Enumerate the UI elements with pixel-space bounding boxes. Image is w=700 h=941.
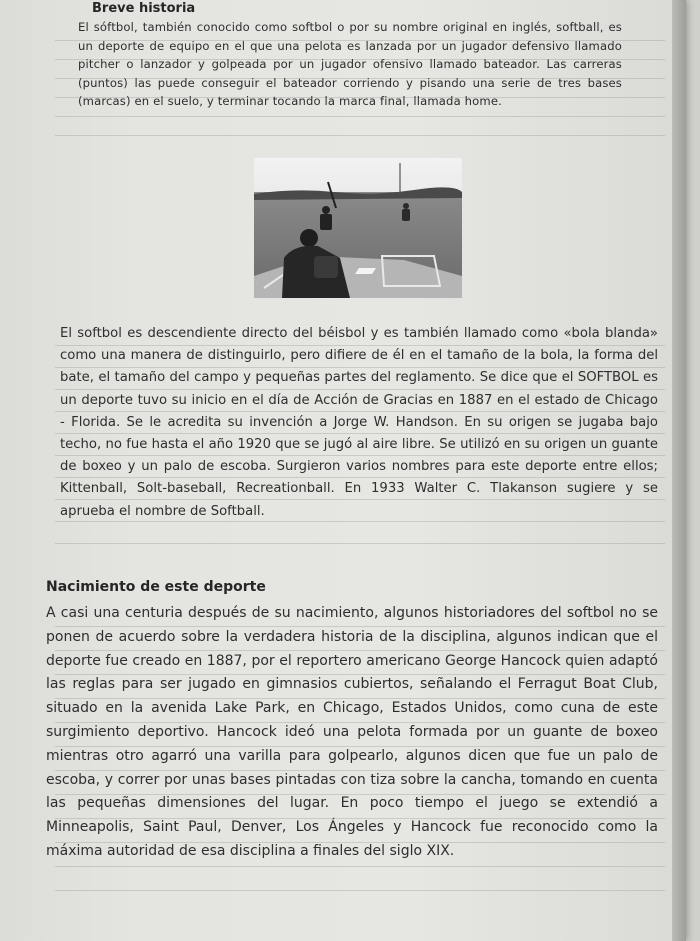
section-title-breve-historia: Breve historia [92, 1, 196, 16]
ruled-line [55, 866, 665, 867]
softball-photo [254, 158, 462, 298]
ruled-line [55, 890, 665, 891]
page-edge [672, 0, 686, 941]
ruled-line [55, 116, 665, 117]
fielder-right [402, 203, 410, 221]
paragraph-intro: El sóftbol, también conocido como softbol o por su nombre original en inglés, softball, es un deporte de equipo en el que una pelota es lanzada por un jugador defensivo llamado pitcher o lanzador y golpeada por un jugador ofensivo llamado bateador. Las carreras (puntos) las puede conseguir el bateador corriendo y pisando una serie de tres bases (marcas) en el suelo, y terminar tocando la marca final, llamada home. [78, 20, 622, 109]
paragraph-birth: A casi una centuria después de su nacimiento, algunos historiadores del softbol no se ponen de acuerdo sobre la verdadera historia de la disciplina, algunos indican que el deporte fue creado en 1887, por el reportero americano George Hancock quien adaptó las reglas para ser jugado en gimnasios cubiertos, señalando el Ferragut Boat Club, situado en la avenida Lake Park, en Chicago, Estados Unidos, como cuna de este surgimiento deportivo. Hancock ideó una pelota formada por un guante de boxeo mientras otro agarró una varilla para golpearlo, algunos dicen que fue un palo de escoba, y correr por unas bases pintadas con tiza sobre la cancha, tomando en cuenta las pequeñas dimensiones del lugar. En poco tiempo el juego se extendió a Minneapolis, Saint Paul, Denver, Los Ángeles y Hancock fue reconocido como la máxima autoridad de esa disciplina a finales del siglo XIX. [46, 605, 658, 859]
section-title-nacimiento: Nacimiento de este deporte [46, 579, 266, 595]
paragraph-origin: El softbol es descendiente directo del béisbol y es también llamado como «bola blanda» como una manera de distinguirlo, pero difiere de él en el tamaño de la bola, la forma del bate, el tamaño del campo y pequeñas partes del reglamento. Se dice que el SOFTBOL es un deporte tuvo su inicio en el día de Acción de Gracias en 1887 en el estado de Chicago - Florida. Se le acredita su invención a Jorge W. Handson. En su origen se jugaba bajo techo, no fue hasta el año 1920 que se jugó al aire libre. Se utilizó en su origen un guante de boxeo y un palo de escoba. Surgieron varios nombres para este deporte entre ellos; Kittenball, Solt-baseball, Recreationball. En 1933 Walter C. Tlakanson sugiere y se aprueba el nombre de Softball. [60, 326, 658, 519]
ruled-line [55, 543, 665, 544]
ruled-line [55, 135, 665, 136]
